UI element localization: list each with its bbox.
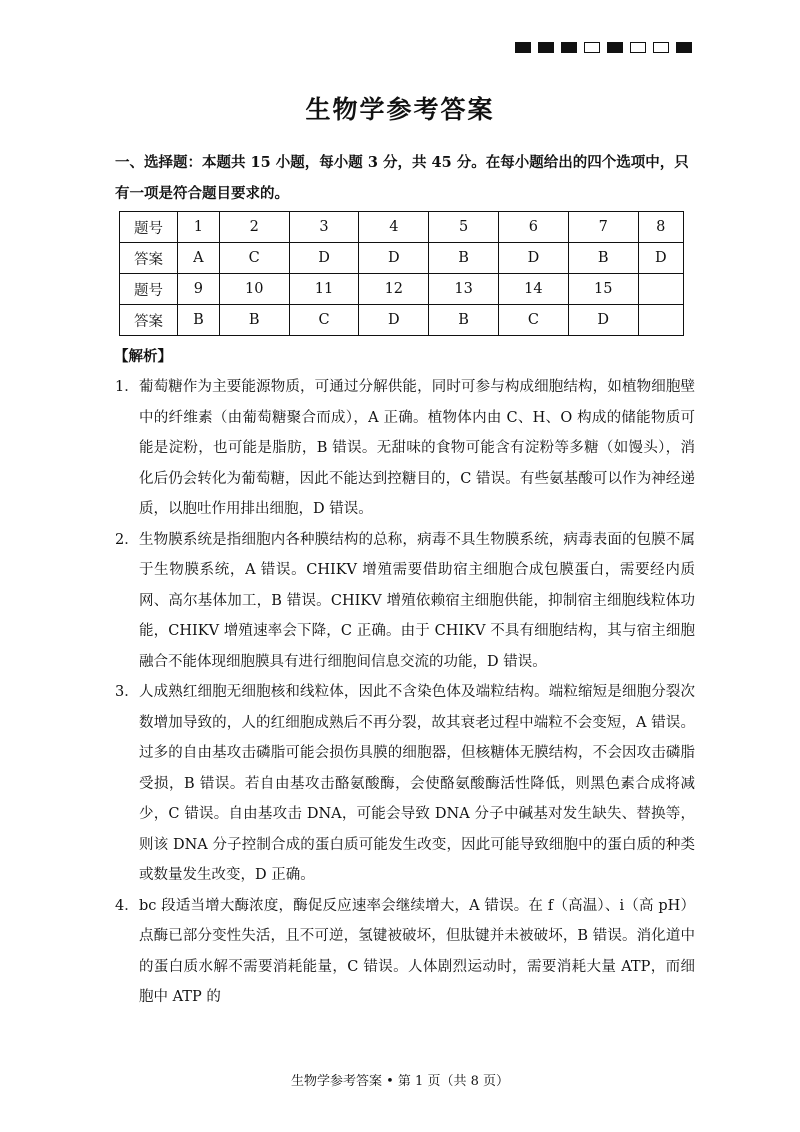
analysis-label: 【解析】 [114, 348, 172, 365]
table-cell: D [638, 243, 683, 274]
table-cell: 13 [429, 274, 499, 305]
header-mark [607, 42, 623, 53]
row-header: 答案 [120, 243, 178, 274]
table-cell: D [359, 243, 429, 274]
table-cell: B [429, 305, 499, 336]
item-text: 人成熟红细胞无细胞核和线粒体，因此不含染色体及端粒结构。端粒缩短是细胞分裂次数增加导致的，人的红细胞成熟后不再分裂，故其衰老过程中端粒不会变短，A 错误。过多的自由基攻击磷脂可能会损伤具膜的细胞器，但核糖体无膜结构，不会因攻击磷脂受损，B 错误。若自由基攻击酪氨酸酶，会使酪氨酸酶活性降低，则黑色素合成将减少，C 错误。自由基攻击 DNA，可能会导致 DNA 分子中碱基对发生缺失、替换等，则该 DNA 分子控制合成的蛋白质可能发生改变，因此可能导致细胞中的蛋白质的种类或数量发生改变，D 正确。 [139, 684, 695, 883]
table-cell: B [178, 305, 220, 336]
table-cell: 9 [178, 274, 220, 305]
table-cell: 14 [499, 274, 569, 305]
table-cell: 4 [359, 212, 429, 243]
page-title: 生物学参考答案 [305, 95, 495, 124]
header-mark [515, 42, 531, 53]
header-mark [584, 42, 600, 53]
table-row [120, 274, 684, 305]
table-cell: 3 [289, 212, 359, 243]
page-footer: 生物学参考答案 • 第 1 页（共 8 页） [290, 1074, 509, 1089]
item-number: 2． [115, 531, 139, 548]
table-cell: D [359, 305, 429, 336]
row-header: 答案 [120, 305, 178, 336]
table-cell: 11 [289, 274, 359, 305]
table-cell: 2 [219, 212, 289, 243]
section-heading: 一、选择题：本题共 15 小题，每小题 3 分，共 45 分。在每小题给出的四个选项中，只有一项是符合题目要求的。 [115, 154, 689, 202]
header-mark [676, 42, 692, 53]
table-cell: 10 [219, 274, 289, 305]
header-mark [653, 42, 669, 53]
table-cell: D [499, 243, 569, 274]
item-number: 3． [115, 684, 139, 700]
table-cell: 12 [359, 274, 429, 305]
table-cell [638, 305, 683, 336]
table-cell: B [429, 243, 499, 274]
item-text: bc 段适当增大酶浓度，酶促反应速率会继续增大，A 错误。在 f（高温）、i（高 pH）点酶已部分变性失活，且不可逆，氢键被破坏，但肽键并未被破坏，B 错误。消化道中的蛋白质水解不需要消耗能量，C 错误。人体剧烈运动时，需要消耗大量 ATP，而细胞中 ATP 的 [139, 897, 695, 1005]
table-cell: D [289, 243, 359, 274]
table-row [120, 243, 684, 274]
table-cell: 6 [499, 212, 569, 243]
item-number: 4． [115, 897, 139, 914]
analysis-item [115, 677, 695, 891]
analysis-item [115, 372, 695, 525]
table-cell: B [219, 305, 289, 336]
table-cell: 5 [429, 212, 499, 243]
header-marks [515, 42, 692, 53]
header-mark [538, 42, 554, 53]
answer-table [119, 211, 684, 336]
table-cell: 15 [568, 274, 638, 305]
table-row [120, 305, 684, 336]
table-cell: C [289, 305, 359, 336]
table-cell: A [178, 243, 220, 274]
header-mark [561, 42, 577, 53]
item-number: 1． [115, 379, 139, 395]
table-cell: 1 [178, 212, 220, 243]
item-text: 葡萄糖作为主要能源物质，可通过分解供能，同时可参与构成细胞结构，如植物细胞壁中的纤维素（由葡萄糖聚合而成），A 正确。植物体内由 C、H、O 构成的储能物质可能是淀粉，也可能是脂肪，B 错误。无甜味的食物可能含有淀粉等多糖（如馒头），消化后仍会转化为葡萄糖，因此不能达到控糖目的，C 错误。有些氨基酸可以作为神经递质，以胞吐作用排出细胞，D 错误。 [139, 379, 695, 517]
table-cell: C [499, 305, 569, 336]
table-row [120, 212, 684, 243]
table-cell: B [568, 243, 638, 274]
table-cell: 8 [638, 212, 683, 243]
table-cell: 7 [568, 212, 638, 243]
item-text: 生物膜系统是指细胞内各种膜结构的总称，病毒不具生物膜系统，病毒表面的包膜不属于生物膜系统，A 错误。CHIKV 增殖需要借助宿主细胞合成包膜蛋白，需要经内质网、高尔基体加工，B 错误。CHIKV 增殖依赖宿主细胞供能，抑制宿主细胞线粒体功能，CHIKV 增殖速率会下降，C 正确。由于 CHIKV 不具有细胞结构，其与宿主细胞融合不能体现细胞膜具有进行细胞间信息交流的功能，D 错误。 [139, 531, 695, 670]
analysis-items [115, 372, 695, 1013]
table-cell: D [568, 305, 638, 336]
row-header: 题号 [120, 212, 178, 243]
analysis-item [115, 525, 695, 678]
row-header: 题号 [120, 274, 178, 305]
header-mark [630, 42, 646, 53]
table-cell: C [219, 243, 289, 274]
analysis-item [115, 891, 695, 1013]
table-cell [638, 274, 683, 305]
